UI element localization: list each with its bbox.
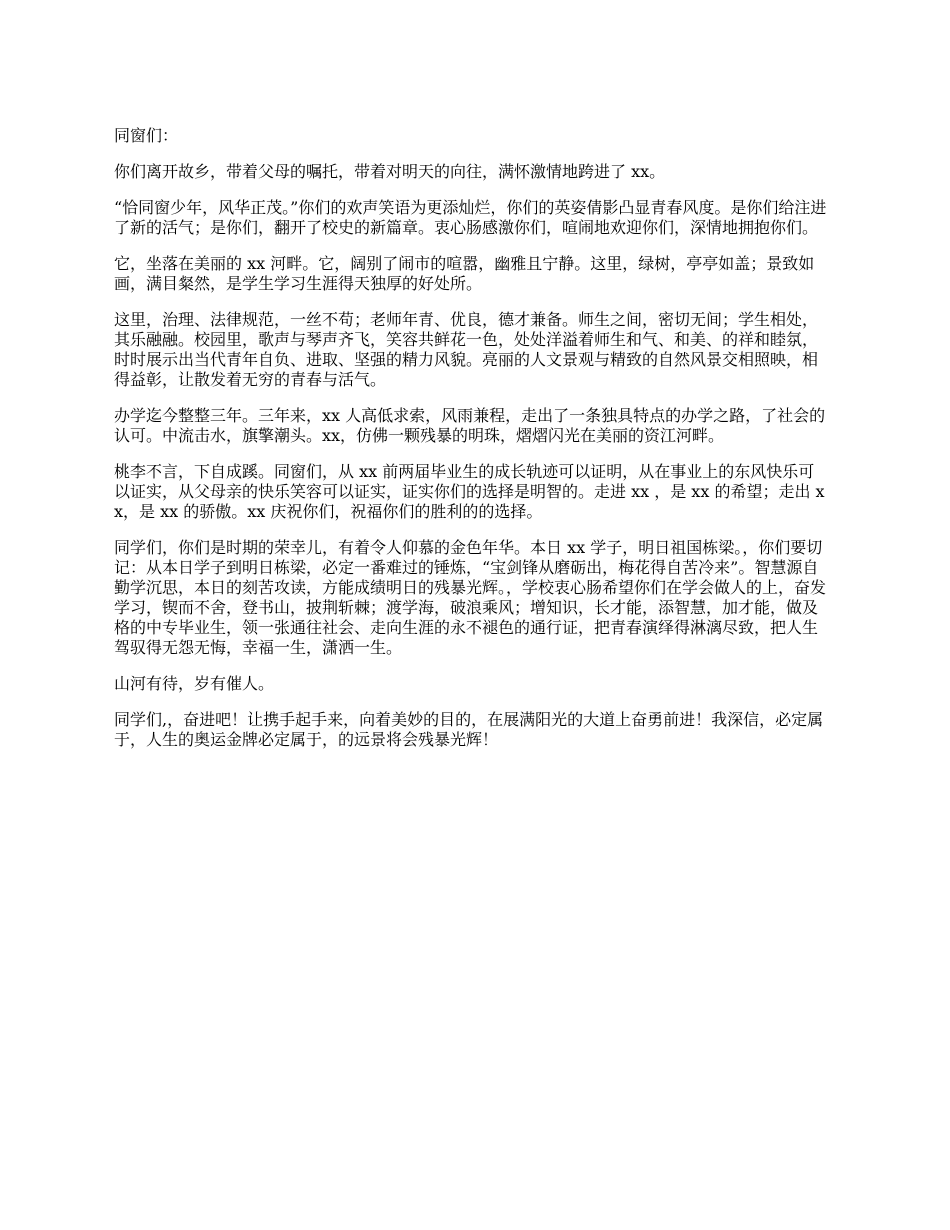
paragraph-7: 同学们，你们是时期的荣幸儿，有着令人仰慕的金色年华。本日 xx 学子，明日祖国栋梁。，你们要切记：从本日学子到明日栋梁，必定一番难过的锤炼，“宝剑锋从磨砺出，梅花得自苦冷来”。智慧源自勤学沉思，本日的刻苦攻读，方能成绩明日的残暴光辉。，学校衷心肠希望你们在学会做人的上，奋发学习，锲而不舍，登书山，披荆斩棘；渡学海，破浪乘风；增知识，长才能，添智慧，加才能，做及格的中专毕业生，领一张通往社会、走向生涯的永不褪色的通行证，把青春演绎得淋漓尽致，把人生驾驭得无怨无悔，幸福一生，潇洒一生。 <box>114 538 827 657</box>
paragraph-4: 这里，治理、法律规范，一丝不苟；老师年青、优良，德才兼备。师生之间，密切无间；学生相处，其乐融融。校园里，歌声与琴声齐飞，笑容共鲜花一色，处处洋溢着师生和气、和美、的祥和睦氛，时时展示出当代青年自负、进取、坚强的精力风貌。亮丽的人文景观与精致的自然风景交相照映，相得益彰，让散发着无穷的青春与活气。 <box>114 310 819 389</box>
paragraph-8: 山河有待，岁有催人。 <box>114 674 275 693</box>
paragraph-6: 桃李不言，下自成蹊。同窗们，从 xx 前两届毕业生的成长轨迹可以证明，从在事业上的东风快乐可以证实，从父母亲的快乐笑容可以证实，证实你们的选择是明智的。走进 xx ，是 xx 的希望；走出 xx，是 xx 的骄傲。xx 庆祝你们，祝福你们的胜利的的选择。 <box>114 462 825 521</box>
paragraph-2: “恰同窗少年，风华正茂。”你们的欢声笑语为更添灿烂，你们的英姿倩影凸显青春风度。是你们给注进了新的活气；是你们，翻开了校史的新篇章。衷心肠感激你们，喧闹地欢迎你们，深情地拥抱你们。 <box>114 198 827 237</box>
paragraph-1: 你们离开故乡，带着父母的嘱托，带着对明天的向往，满怀激情地跨进了 xx。 <box>114 162 666 181</box>
paragraph-5: 办学迄今整整三年。三年来，xx 人高低求索，风雨兼程，走出了一条独具特点的办学之路，了社会的认可。中流击水，旗擎潮头。xx，仿佛一颗残暴的明珠，熠熠闪光在美丽的资江河畔。 <box>114 406 826 445</box>
paragraph-9: 同学们,，奋进吧！让携手起手来，向着美妙的目的，在展满阳光的大道上奋勇前进！我深信，必定属于，人生的奥运金牌必定属于，的远景将会残暴光辉！ <box>114 710 824 749</box>
salutation: 同窗们： <box>114 126 179 145</box>
document-body <box>114 126 830 766</box>
paragraph-3: 它，坐落在美丽的 xx 河畔。它，阔别了闹市的喧嚣，幽雅且宁静。这里，绿树，亭亭如盖；景致如画，满目粲然，是学生学习生涯得天独厚的好处所。 <box>114 254 815 293</box>
